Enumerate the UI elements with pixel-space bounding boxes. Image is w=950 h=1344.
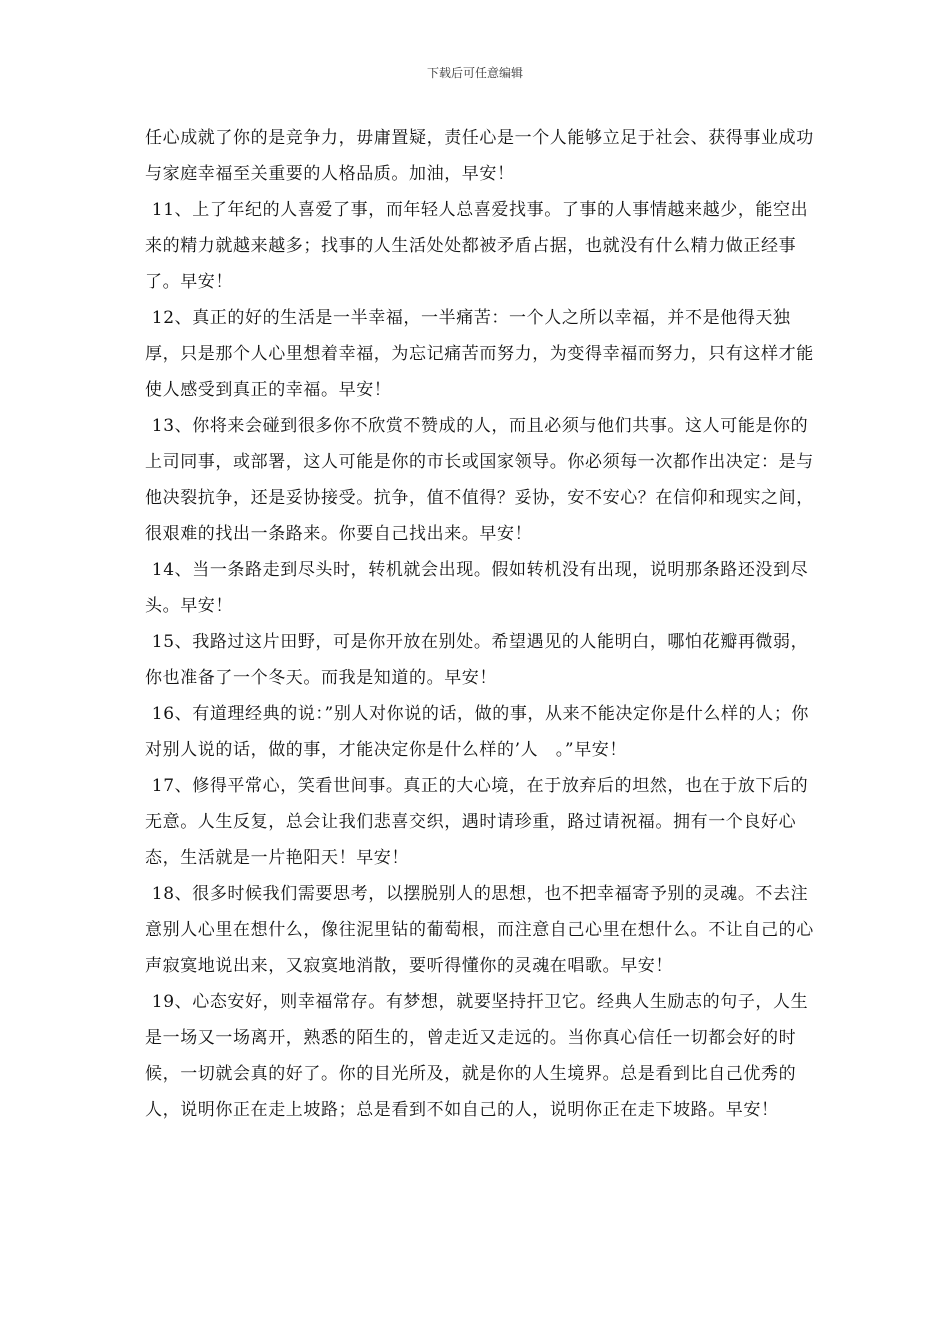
paragraph-14: 14、当一条路走到尽头时，转机就会出现。假如转机没有出现，说明那条路还没到尽头。早安！ xyxy=(145,560,809,616)
paragraph-12: 12、真正的好的生活是一半幸福，一半痛苦：一个人之所以幸福，并不是他得天独厚，只是那个人心里想着幸福，为忘记痛苦而努力，为变得幸福而努力，只有这样才能使人感受到真正的幸福。早安！ xyxy=(145,308,814,400)
page-header: 下载后可任意编辑 xyxy=(426,66,523,80)
document-body xyxy=(145,120,821,1128)
paragraph-16: 16、有道理经典的说：”别人对你说的话，做的事，从来不能决定你是什么样的人；你对别人说的话，做的事，才能决定你是什么样的’人 。”早安！ xyxy=(145,704,810,760)
paragraph-continued: 任心成就了你的是竞争力，毋庸置疑，责任心是一个人能够立足于社会、获得事业成功与家庭幸福至关重要的人格品质。加油，早安！ xyxy=(145,128,814,184)
paragraph-11: 11、上了年纪的人喜爱了事，而年轻人总喜爱找事。了事的人事情越来越少，能空出来的精力就越来越多；找事的人生活处处都被矛盾占据，也就没有什么精力做正经事了。早安！ xyxy=(145,200,809,292)
paragraph-17: 17、修得平常心，笑看世间事。真正的大心境，在于放弃后的坦然，也在于放下后的无意。人生反复，总会让我们悲喜交织，遇时请珍重，路过请祝福。拥有一个良好心态，生活就是一片艳阳天！早安！ xyxy=(145,776,809,868)
paragraph-15: 15、我路过这片田野，可是你开放在别处。希望遇见的人能明白，哪怕花瓣再微弱，你也准备了一个冬天。而我是知道的。早安！ xyxy=(145,632,809,688)
paragraph-18: 18、很多时候我们需要思考，以摆脱别人的思想，也不把幸福寄予别的灵魂。不去注意别人心里在想什么，像往泥里钻的葡萄根，而注意自己心里在想什么。不让自己的心声寂寞地说出来，又寂寞地消散，要听得懂你的灵魂在唱歌。早安！ xyxy=(145,884,814,976)
paragraph-13: 13、你将来会碰到很多你不欣赏不赞成的人，而且必须与他们共事。这人可能是你的上司同事，或部署，这人可能是你的市长或国家领导。你必须每一次都作出决定：是与他决裂抗争，还是妥协接受。抗争，值不值得？妥协，安不安心？在信仰和现实之间，很艰难的找出一条路来。你要自己找出来。早安！ xyxy=(145,416,814,544)
paragraph-19: 19、心态安好，则幸福常存。有梦想，就要坚持扞卫它。经典人生励志的句子，人生是一场又一场离开，熟悉的陌生的，曾走近又走远的。当你真心信任一切都会好的时候，一切就会真的好了。你的目光所及，就是你的人生境界。总是看到比自己优秀的人，说明你正在走上坡路；总是看到不如自己的人，说明你正在走下坡路。早安！ xyxy=(145,992,809,1120)
